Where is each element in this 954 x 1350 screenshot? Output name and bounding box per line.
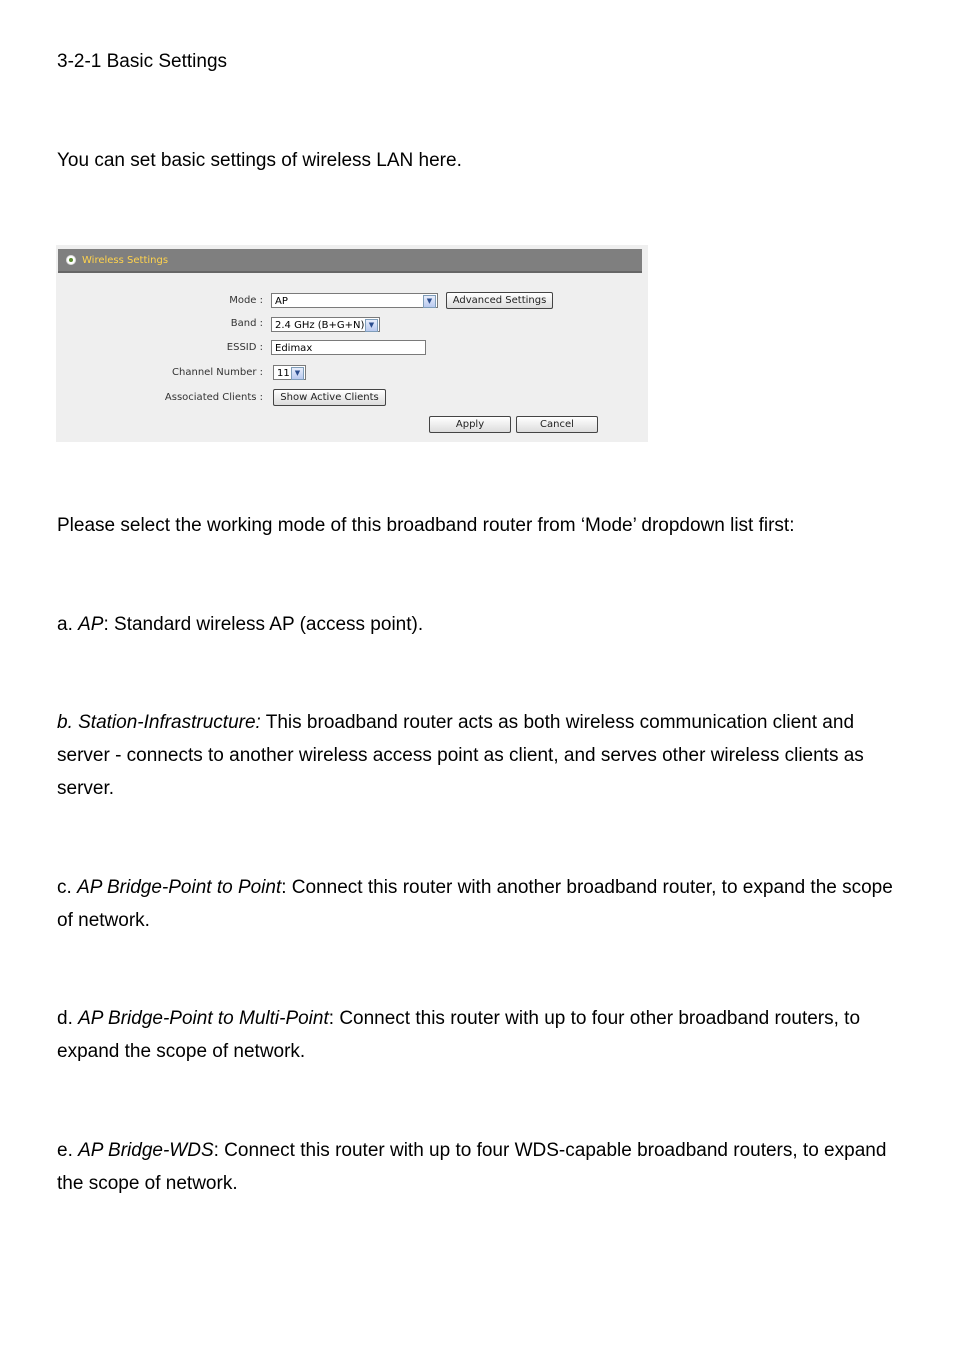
- advanced-settings-button[interactable]: Advanced Settings: [446, 292, 553, 309]
- item-text: : Connect this router with up to four other broadband routers, to expand the scope of network.: [57, 1008, 861, 1062]
- band-label: Band :: [230, 318, 263, 329]
- item-text: This broadband router acts as both wireless communication client and server - connects to another wireless access point as client, and serves other wireless clients as server.: [57, 712, 864, 799]
- list-item: [57, 706, 902, 805]
- intro-text: You can set basic settings of wireless LAN here.: [57, 150, 462, 171]
- mode-select[interactable]: [271, 293, 438, 308]
- channel-label: Channel Number :: [172, 367, 263, 378]
- list-item: [57, 871, 902, 937]
- list-item: [57, 1002, 902, 1068]
- cancel-button[interactable]: Cancel: [516, 416, 598, 433]
- clients-label: Associated Clients :: [164, 392, 263, 403]
- section-heading: 3-2-1 Basic Settings: [57, 51, 228, 72]
- essid-label: ESSID :: [226, 342, 263, 353]
- panel-header: [58, 249, 642, 273]
- item-term: AP Bridge-Point to Point: [77, 877, 282, 898]
- panel-title: Wireless Settings: [82, 255, 169, 266]
- show-active-clients-button[interactable]: Show Active Clients: [273, 389, 386, 406]
- item-prefix: a.: [57, 614, 79, 635]
- item-term: b. Station-Infrastructure:: [57, 712, 261, 733]
- item-text: : Connect this router with another broadband router, to expand the scope of network.: [57, 877, 893, 931]
- select-mode-text: Please select the working mode of this broadband router from ‘Mode’ dropdown list first:: [57, 515, 795, 536]
- chevron-down-icon[interactable]: ▼: [423, 295, 436, 308]
- wireless-settings-panel: [56, 245, 648, 442]
- band-value: 2.4 GHz (B+G+N): [275, 320, 365, 331]
- mode-label: Mode :: [229, 295, 263, 306]
- item-prefix: e.: [57, 1140, 79, 1161]
- mode-value: AP: [275, 296, 288, 307]
- chevron-down-icon[interactable]: ▼: [291, 367, 304, 380]
- list-item: [57, 1134, 902, 1200]
- item-term: AP Bridge-WDS: [78, 1140, 214, 1161]
- band-select[interactable]: [271, 317, 380, 332]
- item-prefix: c.: [57, 877, 78, 898]
- channel-value: 11: [277, 368, 290, 379]
- item-term: AP Bridge-Point to Multi-Point: [78, 1008, 329, 1029]
- apply-button[interactable]: Apply: [429, 416, 511, 433]
- channel-select[interactable]: [273, 365, 306, 380]
- chevron-down-icon[interactable]: ▼: [365, 319, 378, 332]
- item-prefix: d.: [57, 1008, 79, 1029]
- essid-input[interactable]: Edimax: [271, 340, 426, 355]
- item-text: : Connect this router with up to four WDS-capable broadband routers, to expand the scope of network.: [57, 1140, 887, 1194]
- list-item: [57, 608, 902, 641]
- item-text: : Standard wireless AP (access point).: [103, 614, 424, 635]
- bullet-icon: [66, 255, 76, 265]
- item-term: AP: [78, 614, 104, 635]
